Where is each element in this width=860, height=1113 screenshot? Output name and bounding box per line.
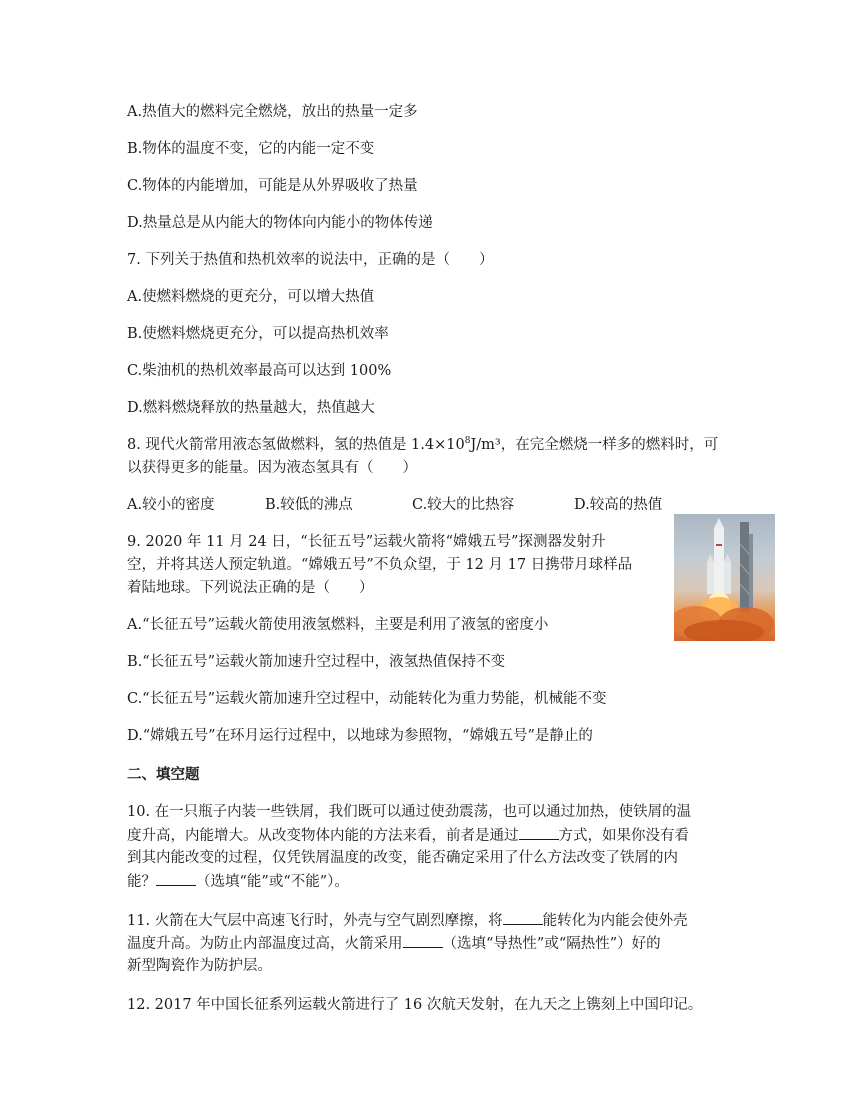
q10-line2-text: 度升高，内能增大。从改变物体内能的方法来看，前者是通过	[127, 828, 519, 844]
q8-stem	[127, 435, 718, 455]
q9-stem-line3: 着陆地球。下列说法正确的是（ ）	[127, 580, 374, 596]
q10-line3: 到其内能改变的过程，仅凭铁屑温度的改变，能否确定采用了什么方法改变了铁屑的内	[127, 850, 678, 866]
q6-option-d: D.热量总是从内能大的物体向内能小的物体传递	[127, 215, 433, 231]
q8-stem-line2: 以获得更多的能量。因为液态氢具有（ ）	[127, 460, 417, 476]
q11-answer-blank-2[interactable]	[403, 933, 443, 948]
q8-option-a: A.较小的密度	[127, 497, 215, 513]
q10-answer-blank-1[interactable]	[519, 825, 559, 840]
q11-line2-text: 温度升高。为防止内部温度过高，火箭采用	[127, 936, 403, 952]
q9-option-a: A.“长征五号”运载火箭使用液氢燃料，主要是利用了液氢的密度小	[127, 617, 549, 633]
q9-option-d: D.“嫦娥五号”在环月运行过程中，以地球为参照物，“嫦娥五号”是静止的	[127, 728, 593, 744]
q6-option-b: B.物体的温度不变，它的内能一定不变	[127, 141, 375, 157]
q8-option-d: D.较高的热值	[574, 497, 663, 513]
q11-line1	[127, 910, 688, 931]
q10-line2-text-b: 方式，如果你没有看	[558, 828, 689, 844]
q12-line1: 12. 2017 年中国长征系列运载火箭进行了 16 次航天发射，在九天之上镌刻上中国印记。	[127, 997, 703, 1013]
q10-line1: 10. 在一只瓶子内装一些铁屑，我们既可以通过使劲震荡，也可以通过加热，使铁屑的温	[127, 804, 692, 820]
q7-option-a: A.使燃料燃烧的更充分，可以增大热值	[127, 289, 375, 305]
q11-answer-blank-1[interactable]	[503, 910, 543, 925]
q11-line2	[127, 933, 661, 954]
q9-stem-line2: 空，并将其送人预定轨道。“嫦娥五号”不负众望，于 12 月 17 日携带月球样品	[127, 557, 633, 573]
q10-line4-text-b: （选填“能”或“不能”）。	[196, 874, 349, 890]
q7-option-d: D.燃料燃烧释放的热量越大，热值越大	[127, 400, 375, 416]
q8-exponent: 8	[464, 436, 471, 447]
q10-line4	[127, 871, 349, 892]
q11-line3: 新型陶瓷作为防护层。	[127, 958, 272, 974]
q11-line2-text-b: （选填“导热性”或“隔热性”）好的	[442, 936, 661, 952]
q11-line1-text: 11. 火箭在大气层中高速飞行时，外壳与空气剧烈摩擦，将	[127, 913, 503, 929]
q9-stem-line1: 9. 2020 年 11 月 24 日，“长征五号”运载火箭将“嫦娥五号”探测器发射升	[127, 534, 606, 550]
q10-answer-blank-2[interactable]	[156, 871, 196, 886]
q7-option-b: B.使燃料燃烧更充分，可以提高热机效率	[127, 326, 389, 342]
q8-stem-part1: 8. 现代火箭常用液态氢做燃料，氢的热值是 1.4×10	[127, 437, 465, 453]
q10-line4-text: 能？	[127, 874, 156, 890]
q6-option-a: A.热值大的燃料完全燃烧，放出的热量一定多	[127, 104, 418, 120]
q8-stem-part2: J/m³，在完全燃烧一样多的燃料时，可	[470, 437, 719, 453]
q10-line2	[127, 825, 689, 846]
q7-stem: 7. 下列关于热值和热机效率的说法中，正确的是（ ）	[127, 252, 494, 268]
q8-option-b: B.较低的沸点	[265, 497, 353, 513]
q11-line1-text-b: 能转化为内能会使外壳	[542, 913, 688, 929]
q6-option-c: C.物体的内能增加，可能是从外界吸收了热量	[127, 178, 418, 194]
rocket-launch-image	[674, 514, 775, 641]
q9-option-c: C.“长征五号”运载火箭加速升空过程中，动能转化为重力势能，机械能不变	[127, 691, 607, 707]
q7-option-c: C.柴油机的热机效率最高可以达到 100%	[127, 363, 392, 379]
q9-option-b: B.“长征五号”运载火箭加速升空过程中，液氢热值保持不变	[127, 654, 506, 670]
section-title-fill-in: 二、填空题	[127, 767, 200, 783]
rocket-launch-drawing	[674, 514, 775, 641]
q8-option-c: C.较大的比热容	[412, 497, 515, 513]
